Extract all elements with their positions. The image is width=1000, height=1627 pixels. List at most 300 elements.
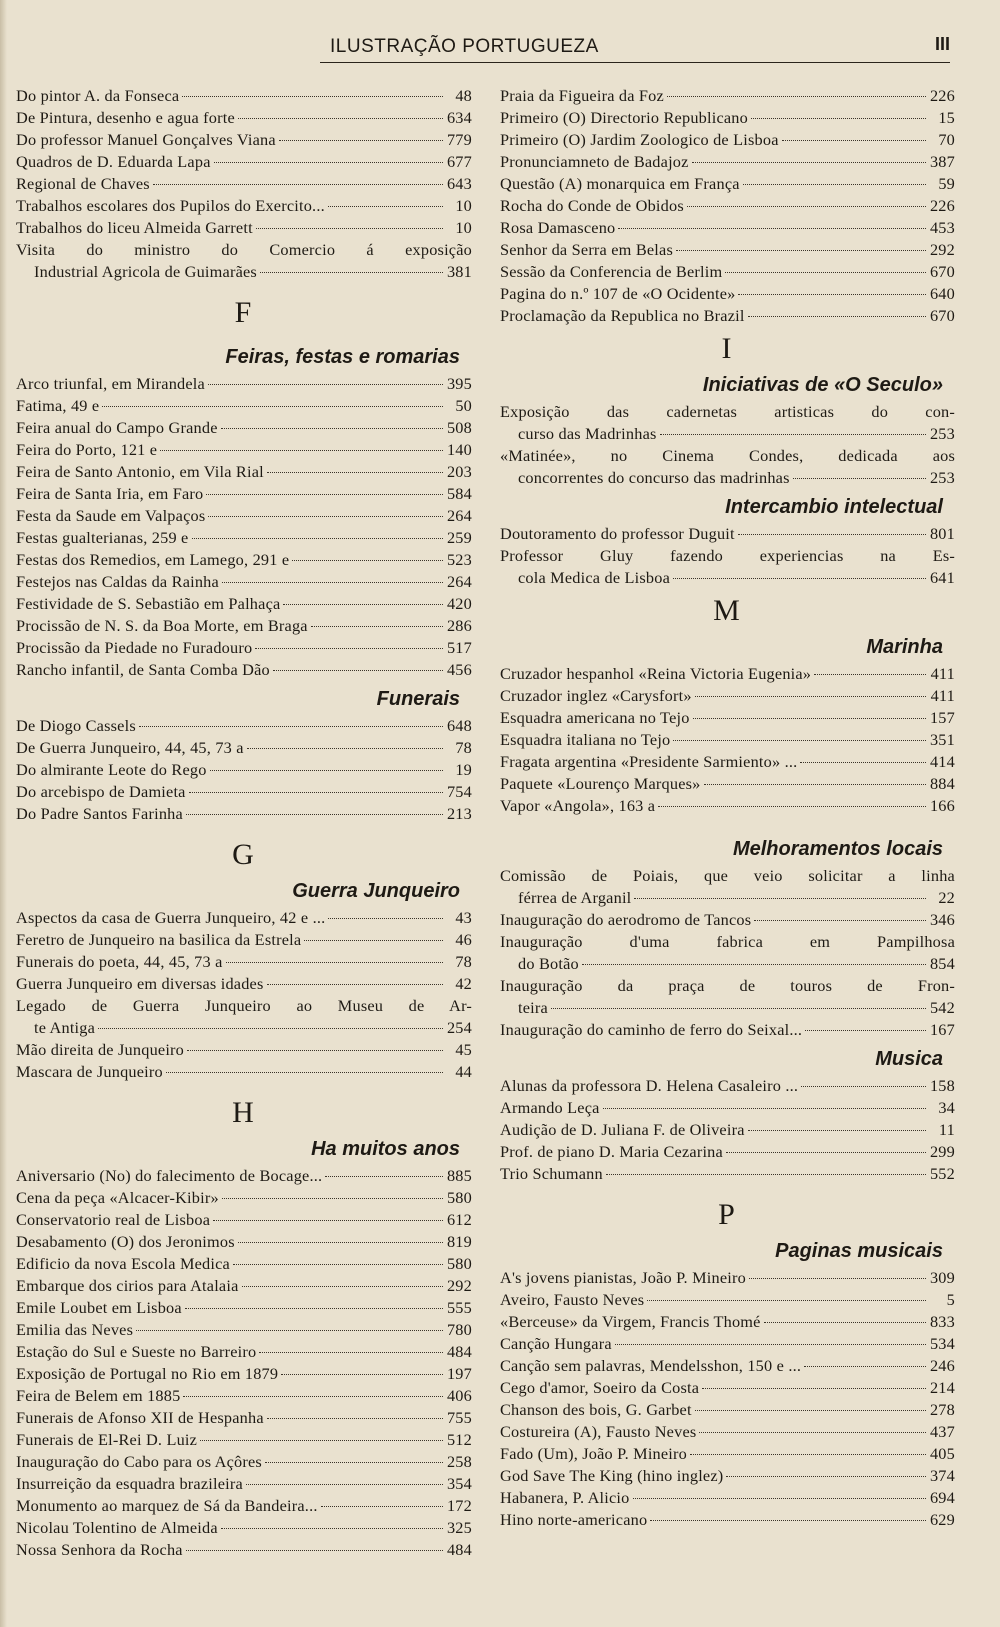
leader-dots [725, 272, 926, 273]
entry-text: Edificio da nova Escola Medica [16, 1254, 230, 1273]
entry-text: Primeiro (O) Directorio Republicano [500, 108, 748, 127]
index-entry [500, 217, 955, 239]
entry-text: De Guerra Junqueiro, 44, 45, 73 a [16, 738, 244, 757]
leader-dots [692, 162, 926, 163]
index-entry [16, 1363, 472, 1385]
leader-dots [265, 1462, 443, 1463]
leader-dots [738, 294, 926, 295]
entry-text: Regional de Chaves [16, 174, 150, 193]
index-entry [500, 85, 955, 107]
entry-text: Arco triunfal, em Mirandela [16, 374, 205, 393]
entry-page: 405 [929, 1444, 955, 1463]
leader-dots [606, 1174, 926, 1175]
entry-text: do Botão [518, 954, 579, 973]
leader-dots [238, 1242, 443, 1243]
entry-text: God Save The King (hino inglez) [500, 1466, 724, 1485]
leader-dots [200, 1440, 443, 1441]
entry-text: Do professor Manuel Gonçalves Viana [16, 130, 276, 149]
section-letter-g: G [232, 838, 256, 871]
index-entry [500, 1289, 955, 1311]
index-entry [16, 781, 472, 803]
leader-dots [749, 1278, 926, 1279]
entry-text: Industrial Agricola de Guimarães [34, 262, 257, 281]
entry-text: «Matinée», no Cinema Condes, dedicada aos [500, 446, 955, 465]
index-entry [16, 1451, 472, 1473]
index-entry [16, 1297, 472, 1319]
entry-page: 885 [446, 1166, 472, 1185]
entry-text: Inauguração da praça de touros de Fron- [500, 976, 955, 995]
index-entry [16, 217, 472, 239]
entry-text: Quadros de D. Eduarda Lapa [16, 152, 211, 171]
entry-page: 10 [455, 196, 472, 215]
leader-dots [281, 1374, 443, 1375]
entry-text: Inauguração do caminho de ferro do Seixal... [500, 1020, 803, 1039]
section-heading-guerra: Guerra Junqueiro [292, 880, 460, 902]
entry-page: 694 [929, 1488, 955, 1507]
leader-dots [650, 1520, 926, 1521]
entry-text: Fragata argentina «Presidente Sarmiento» ... [500, 752, 798, 771]
entry-page: 140 [446, 440, 472, 459]
entry-page: 517 [446, 638, 472, 657]
entry-text: De Diogo Cassels [16, 716, 136, 735]
entry-page: 70 [938, 130, 955, 149]
index-entry [500, 545, 955, 589]
entry-text: Canção sem palavras, Mendelsshon, 150 e ... [500, 1356, 802, 1375]
index-entry [500, 1163, 955, 1185]
list-iniciativas [500, 401, 955, 489]
entry-page: 10 [455, 218, 472, 237]
list-ha-muitos-anos [16, 1165, 472, 1561]
index-entry [500, 1487, 955, 1509]
index-entry [16, 439, 472, 461]
leader-dots [210, 770, 443, 771]
list-feiras [16, 373, 472, 681]
section-heading-intercambio: Intercambio intelectual [725, 496, 943, 518]
leader-dots [743, 184, 926, 185]
index-entry [500, 1355, 955, 1377]
index-entry [16, 759, 472, 781]
entry-text: curso das Madrinhas [518, 424, 657, 443]
leader-dots [695, 696, 926, 697]
index-entry [500, 173, 955, 195]
index-entry [500, 1267, 955, 1289]
entry-page: 779 [446, 130, 472, 149]
index-entry [16, 1385, 472, 1407]
entry-text: Nossa Senhora da Rocha [16, 1540, 183, 1559]
index-entry [16, 107, 472, 129]
leader-dots [615, 1344, 926, 1345]
leader-dots [676, 250, 926, 251]
entry-page: 157 [929, 708, 955, 727]
entry-text: Nicolau Tolentino de Almeida [16, 1518, 218, 1537]
index-entry [16, 239, 472, 283]
entry-page: 254 [446, 1018, 472, 1037]
entry-text: Emilia das Neves [16, 1320, 134, 1339]
index-entry [16, 417, 472, 439]
entry-text: férrea de Arganil [518, 888, 632, 907]
entry-page: 264 [446, 506, 472, 525]
leader-dots [182, 96, 443, 97]
entry-page: 172 [446, 1496, 472, 1515]
index-entry [16, 973, 472, 995]
entry-text: Desabamento (O) dos Jeronimos [16, 1232, 235, 1251]
list-guerra-cont [16, 1039, 472, 1083]
index-entry [500, 795, 955, 817]
entry-page: 580 [446, 1254, 472, 1273]
index-entry [16, 593, 472, 615]
entry-page: 226 [929, 86, 955, 105]
leader-dots [189, 792, 443, 793]
entry-page: 534 [929, 1334, 955, 1353]
index-entry [16, 1539, 472, 1561]
leader-dots [699, 1432, 926, 1433]
leader-dots [238, 118, 443, 119]
leader-dots [192, 538, 444, 539]
index-entry [16, 803, 472, 825]
leader-dots [102, 406, 443, 407]
entry-text: Festas dos Remedios, em Lamego, 291 e [16, 550, 290, 569]
section-heading-melhoramentos: Melhoramentos locais [732, 838, 943, 860]
index-entry [500, 445, 955, 489]
entry-text: Exposição de Portugal no Rio em 1879 [16, 1364, 279, 1383]
entry-page: 158 [929, 1076, 955, 1095]
index-entry [16, 1495, 472, 1517]
section-letter-i: I [721, 332, 734, 365]
index-entry [500, 523, 955, 545]
index-entry [16, 373, 472, 395]
entry-page: 648 [446, 716, 472, 735]
leader-dots [183, 1396, 443, 1397]
entry-page: 584 [446, 484, 472, 503]
index-entry [16, 505, 472, 527]
entry-page: 677 [446, 152, 472, 171]
entry-text: Hino norte-americano [500, 1510, 648, 1529]
leader-dots [221, 1528, 443, 1529]
entry-page: 884 [929, 774, 955, 793]
entry-page: 508 [446, 418, 472, 437]
leader-dots [667, 96, 926, 97]
index-entry [16, 1341, 472, 1363]
entry-page: 258 [446, 1452, 472, 1471]
entry-page: 414 [929, 752, 955, 771]
leader-dots [704, 784, 926, 785]
entry-page: 641 [929, 568, 955, 587]
entry-page: 437 [929, 1422, 955, 1441]
entry-page: 264 [446, 572, 472, 591]
entry-text: Cego d'amor, Soeiro da Costa [500, 1378, 700, 1397]
index-entry [16, 637, 472, 659]
index-entry [16, 195, 472, 217]
entry-page: 801 [929, 524, 955, 543]
leader-dots [233, 1264, 443, 1265]
index-entry [500, 1399, 955, 1421]
entry-page: 346 [929, 910, 955, 929]
entry-text: Conservatorio real de Lisboa [16, 1210, 211, 1229]
index-entry [500, 1019, 955, 1041]
index-entry [16, 951, 472, 973]
entry-text: Inauguração do aerodromo de Tancos [500, 910, 752, 929]
entry-page: 226 [929, 196, 955, 215]
entry-text: Fatima, 49 e [16, 396, 100, 415]
index-entry [16, 659, 472, 681]
index-entry [16, 907, 472, 929]
entry-page: 420 [446, 594, 472, 613]
leader-dots [259, 1352, 443, 1353]
index-entry [16, 395, 472, 417]
entry-text: Inauguração do Cabo para os Açôres [16, 1452, 262, 1471]
entry-page: 634 [446, 108, 472, 127]
leader-dots [304, 940, 443, 941]
entry-text: Trabalhos escolares dos Pupilos do Exercito... [16, 196, 325, 215]
leader-dots [702, 1388, 926, 1389]
entry-page: 512 [446, 1430, 472, 1449]
leader-dots [283, 604, 443, 605]
entry-page: 197 [446, 1364, 472, 1383]
entry-text: Guerra Junqueiro em diversas idades [16, 974, 264, 993]
entry-text: A's jovens pianistas, João P. Mineiro [500, 1268, 746, 1287]
entry-page: 854 [929, 954, 955, 973]
entry-text: Aniversario (No) do falecimento de Bocage... [16, 1166, 323, 1185]
entry-text: Exposição das cadernetas artisticas do con- [500, 402, 955, 421]
entry-text: Aspectos da casa de Guerra Junqueiro, 42 e ... [16, 908, 326, 927]
leader-dots [246, 1484, 443, 1485]
entry-page: 354 [446, 1474, 472, 1493]
entry-text: Funerais do poeta, 44, 45, 73 a [16, 952, 223, 971]
leader-dots [255, 648, 443, 649]
leader-dots [206, 494, 443, 495]
leader-dots [328, 206, 443, 207]
leader-dots [782, 140, 926, 141]
list-guerra [16, 907, 472, 995]
entry-text: Cena da peça «Alcacer-Kibir» [16, 1188, 219, 1207]
leader-dots [221, 428, 443, 429]
entry-page: 395 [446, 374, 472, 393]
leader-dots [800, 762, 926, 763]
entry-page: 484 [446, 1342, 472, 1361]
entry-text: Festejos nas Caldas da Rainha [16, 572, 219, 591]
entry-page: 299 [929, 1142, 955, 1161]
section-heading-iniciativas: Iniciativas de «O Seculo» [702, 374, 943, 396]
entry-text: Funerais de El-Rei D. Luiz [16, 1430, 198, 1449]
leader-dots [186, 814, 443, 815]
leader-dots [618, 228, 926, 229]
entry-text: Professor Gluy fazendo experiencias na Es- [500, 546, 955, 565]
entry-text: Insurreição da esquadra brazileira [16, 1474, 243, 1493]
entry-text: Inauguração d'uma fabrica em Pampilhosa [500, 932, 955, 951]
leader-dots [153, 184, 443, 185]
entry-page: 286 [446, 616, 472, 635]
entry-page: 15 [938, 108, 955, 127]
leader-dots [185, 1308, 443, 1309]
leader-dots [136, 1330, 443, 1331]
leader-dots [726, 1152, 926, 1153]
leader-dots [186, 1550, 443, 1551]
leader-dots [764, 1322, 926, 1323]
index-entry [500, 401, 955, 445]
entry-page: 453 [929, 218, 955, 237]
entry-page: 374 [929, 1466, 955, 1485]
section-letter-h: H [232, 1096, 256, 1129]
index-entry [16, 1473, 472, 1495]
entry-text: Rancho infantil, de Santa Comba Dão [16, 660, 270, 679]
leader-dots [647, 1300, 926, 1301]
index-entry [500, 305, 955, 327]
entry-page: 780 [446, 1320, 472, 1339]
leader-dots [693, 718, 926, 719]
leader-dots [325, 1176, 443, 1177]
entry-text: Questão (A) monarquica em França [500, 174, 740, 193]
index-entry [500, 729, 955, 751]
section-heading-ha-muitos-anos: Ha muitos anos [311, 1138, 460, 1160]
leader-dots [328, 918, 443, 919]
entry-text: Prof. de piano D. Maria Cezarina [500, 1142, 723, 1161]
entry-page: 456 [446, 660, 472, 679]
entry-page: 34 [938, 1098, 955, 1117]
entry-page: 629 [929, 1510, 955, 1529]
entry-text: cola Medica de Lisboa [518, 568, 671, 587]
entry-page: 167 [929, 1020, 955, 1039]
entry-text: Do arcebispo de Damieta [16, 782, 186, 801]
entry-text: Habanera, P. Alicio [500, 1488, 630, 1507]
entry-text: Praia da Figueira da Foz [500, 86, 664, 105]
entry-text: Audição de D. Juliana F. de Oliveira [500, 1120, 745, 1139]
section-heading-feiras: Feiras, festas e romarias [225, 346, 460, 368]
entry-page: 46 [455, 930, 472, 949]
entry-text: Rosa Damasceno [500, 218, 616, 237]
entry-page: 670 [929, 306, 955, 325]
entry-page: 45 [455, 1040, 472, 1059]
index-entry [16, 1061, 472, 1083]
index-entry [16, 1187, 472, 1209]
index-entry [16, 461, 472, 483]
page-number: III [934, 34, 950, 54]
section-letter-m: M [713, 594, 742, 627]
entry-page: 259 [446, 528, 472, 547]
entry-text: De Pintura, desenho e agua forte [16, 108, 235, 127]
entry-page: 387 [929, 152, 955, 171]
leader-dots [690, 1454, 926, 1455]
entry-text: Primeiro (O) Jardim Zoologico de Lisboa [500, 130, 779, 149]
entry-text: Aveiro, Fausto Neves [500, 1290, 645, 1309]
leader-dots [247, 748, 443, 749]
entry-text: Armando Leça [500, 1098, 600, 1117]
index-entry [16, 1517, 472, 1539]
entry-text: Festa da Saude em Valpaços [16, 506, 206, 525]
entry-text: Feira de Santa Iria, em Faro [16, 484, 204, 503]
leader-dots [256, 228, 443, 229]
list-paginas-musicais [500, 1267, 955, 1531]
entry-text: Comissão de Poiais, que veio solicitar a linha [500, 866, 955, 885]
leader-dots [292, 560, 443, 561]
entry-text: «Berceuse» da Virgem, Francis Thomé [500, 1312, 761, 1331]
leader-dots [166, 1072, 443, 1073]
entry-page: 78 [455, 738, 472, 757]
index-entry [500, 1119, 955, 1141]
index-entry [500, 1421, 955, 1443]
right-column [500, 85, 955, 1531]
entry-page: 833 [929, 1312, 955, 1331]
index-entry [500, 129, 955, 151]
leader-dots [321, 1506, 443, 1507]
entry-text: teira [518, 998, 548, 1017]
leader-dots [222, 1198, 443, 1199]
index-entry [16, 85, 472, 107]
entry-text: Do almirante Leote do Rego [16, 760, 207, 779]
leader-dots [267, 472, 443, 473]
leader-dots [214, 162, 443, 163]
entry-page: 253 [929, 424, 955, 443]
entry-page: 292 [446, 1276, 472, 1295]
index-entry [16, 549, 472, 571]
index-entry [16, 615, 472, 637]
entry-text: Mão direita de Junqueiro [16, 1040, 185, 1059]
left-column [16, 85, 472, 1561]
index-entry [500, 909, 955, 931]
entry-page: 5 [946, 1290, 955, 1309]
index-entry [16, 151, 472, 173]
list-musica [500, 1075, 955, 1185]
running-title: ILUSTRAÇÃO PORTUGUEZA [330, 36, 599, 57]
entry-page: 411 [930, 686, 955, 705]
entry-text: Esquadra italiana no Tejo [500, 730, 671, 749]
entry-text: Estação do Sul e Sueste no Barreiro [16, 1342, 257, 1361]
entry-text: Esquadra americana no Tejo [500, 708, 690, 727]
entry-text: Legado de Guerra Junqueiro ao Museu de Ar- [16, 996, 472, 1015]
index-entry [16, 929, 472, 951]
entry-text: Embarque dos cirios para Atalaia [16, 1276, 239, 1295]
index-entry [500, 1443, 955, 1465]
entry-page: 670 [929, 262, 955, 281]
entry-page: 755 [446, 1408, 472, 1427]
index-entry [16, 995, 472, 1039]
list-marinha [500, 663, 955, 817]
entry-page: 44 [455, 1062, 472, 1081]
index-entry [16, 1253, 472, 1275]
list-funerais [16, 715, 472, 825]
entry-text: Do Padre Santos Farinha [16, 804, 183, 823]
entry-page: 406 [446, 1386, 472, 1405]
leader-dots [748, 1130, 926, 1131]
entry-text: Do pintor A. da Fonseca [16, 86, 180, 105]
entry-page: 246 [929, 1356, 955, 1375]
section-letter-f: F [234, 296, 254, 329]
entry-page: 203 [446, 462, 472, 481]
entry-text: Proclamação da Republica no Brazil [500, 306, 745, 325]
entry-text: Trabalhos do liceu Almeida Garrett [16, 218, 253, 237]
entry-text: Monumento ao marquez de Sá da Bandeira... [16, 1496, 318, 1515]
index-entry [500, 975, 955, 1019]
running-header [320, 34, 950, 63]
entry-text: Doutoramento do professor Duguit [500, 524, 735, 543]
index-entry [16, 1429, 472, 1451]
index-entry [16, 1165, 472, 1187]
list-exposicoes-cont [500, 85, 955, 327]
leader-dots [242, 1286, 444, 1287]
entry-page: 643 [446, 174, 472, 193]
entry-text: Festas gualterianas, 259 e [16, 528, 189, 547]
leader-dots [801, 1086, 926, 1087]
section-heading-funerais: Funerais [376, 688, 460, 710]
index-entry [500, 931, 955, 975]
leader-dots [273, 670, 443, 671]
entry-text: Procissão de N. S. da Boa Morte, em Braga [16, 616, 308, 635]
entry-page: 78 [455, 952, 472, 971]
entry-page: 309 [929, 1268, 955, 1287]
entry-page: 22 [938, 888, 955, 907]
leader-dots [751, 118, 926, 119]
section-heading-musica: Musica [875, 1048, 943, 1070]
index-entry [500, 1509, 955, 1531]
